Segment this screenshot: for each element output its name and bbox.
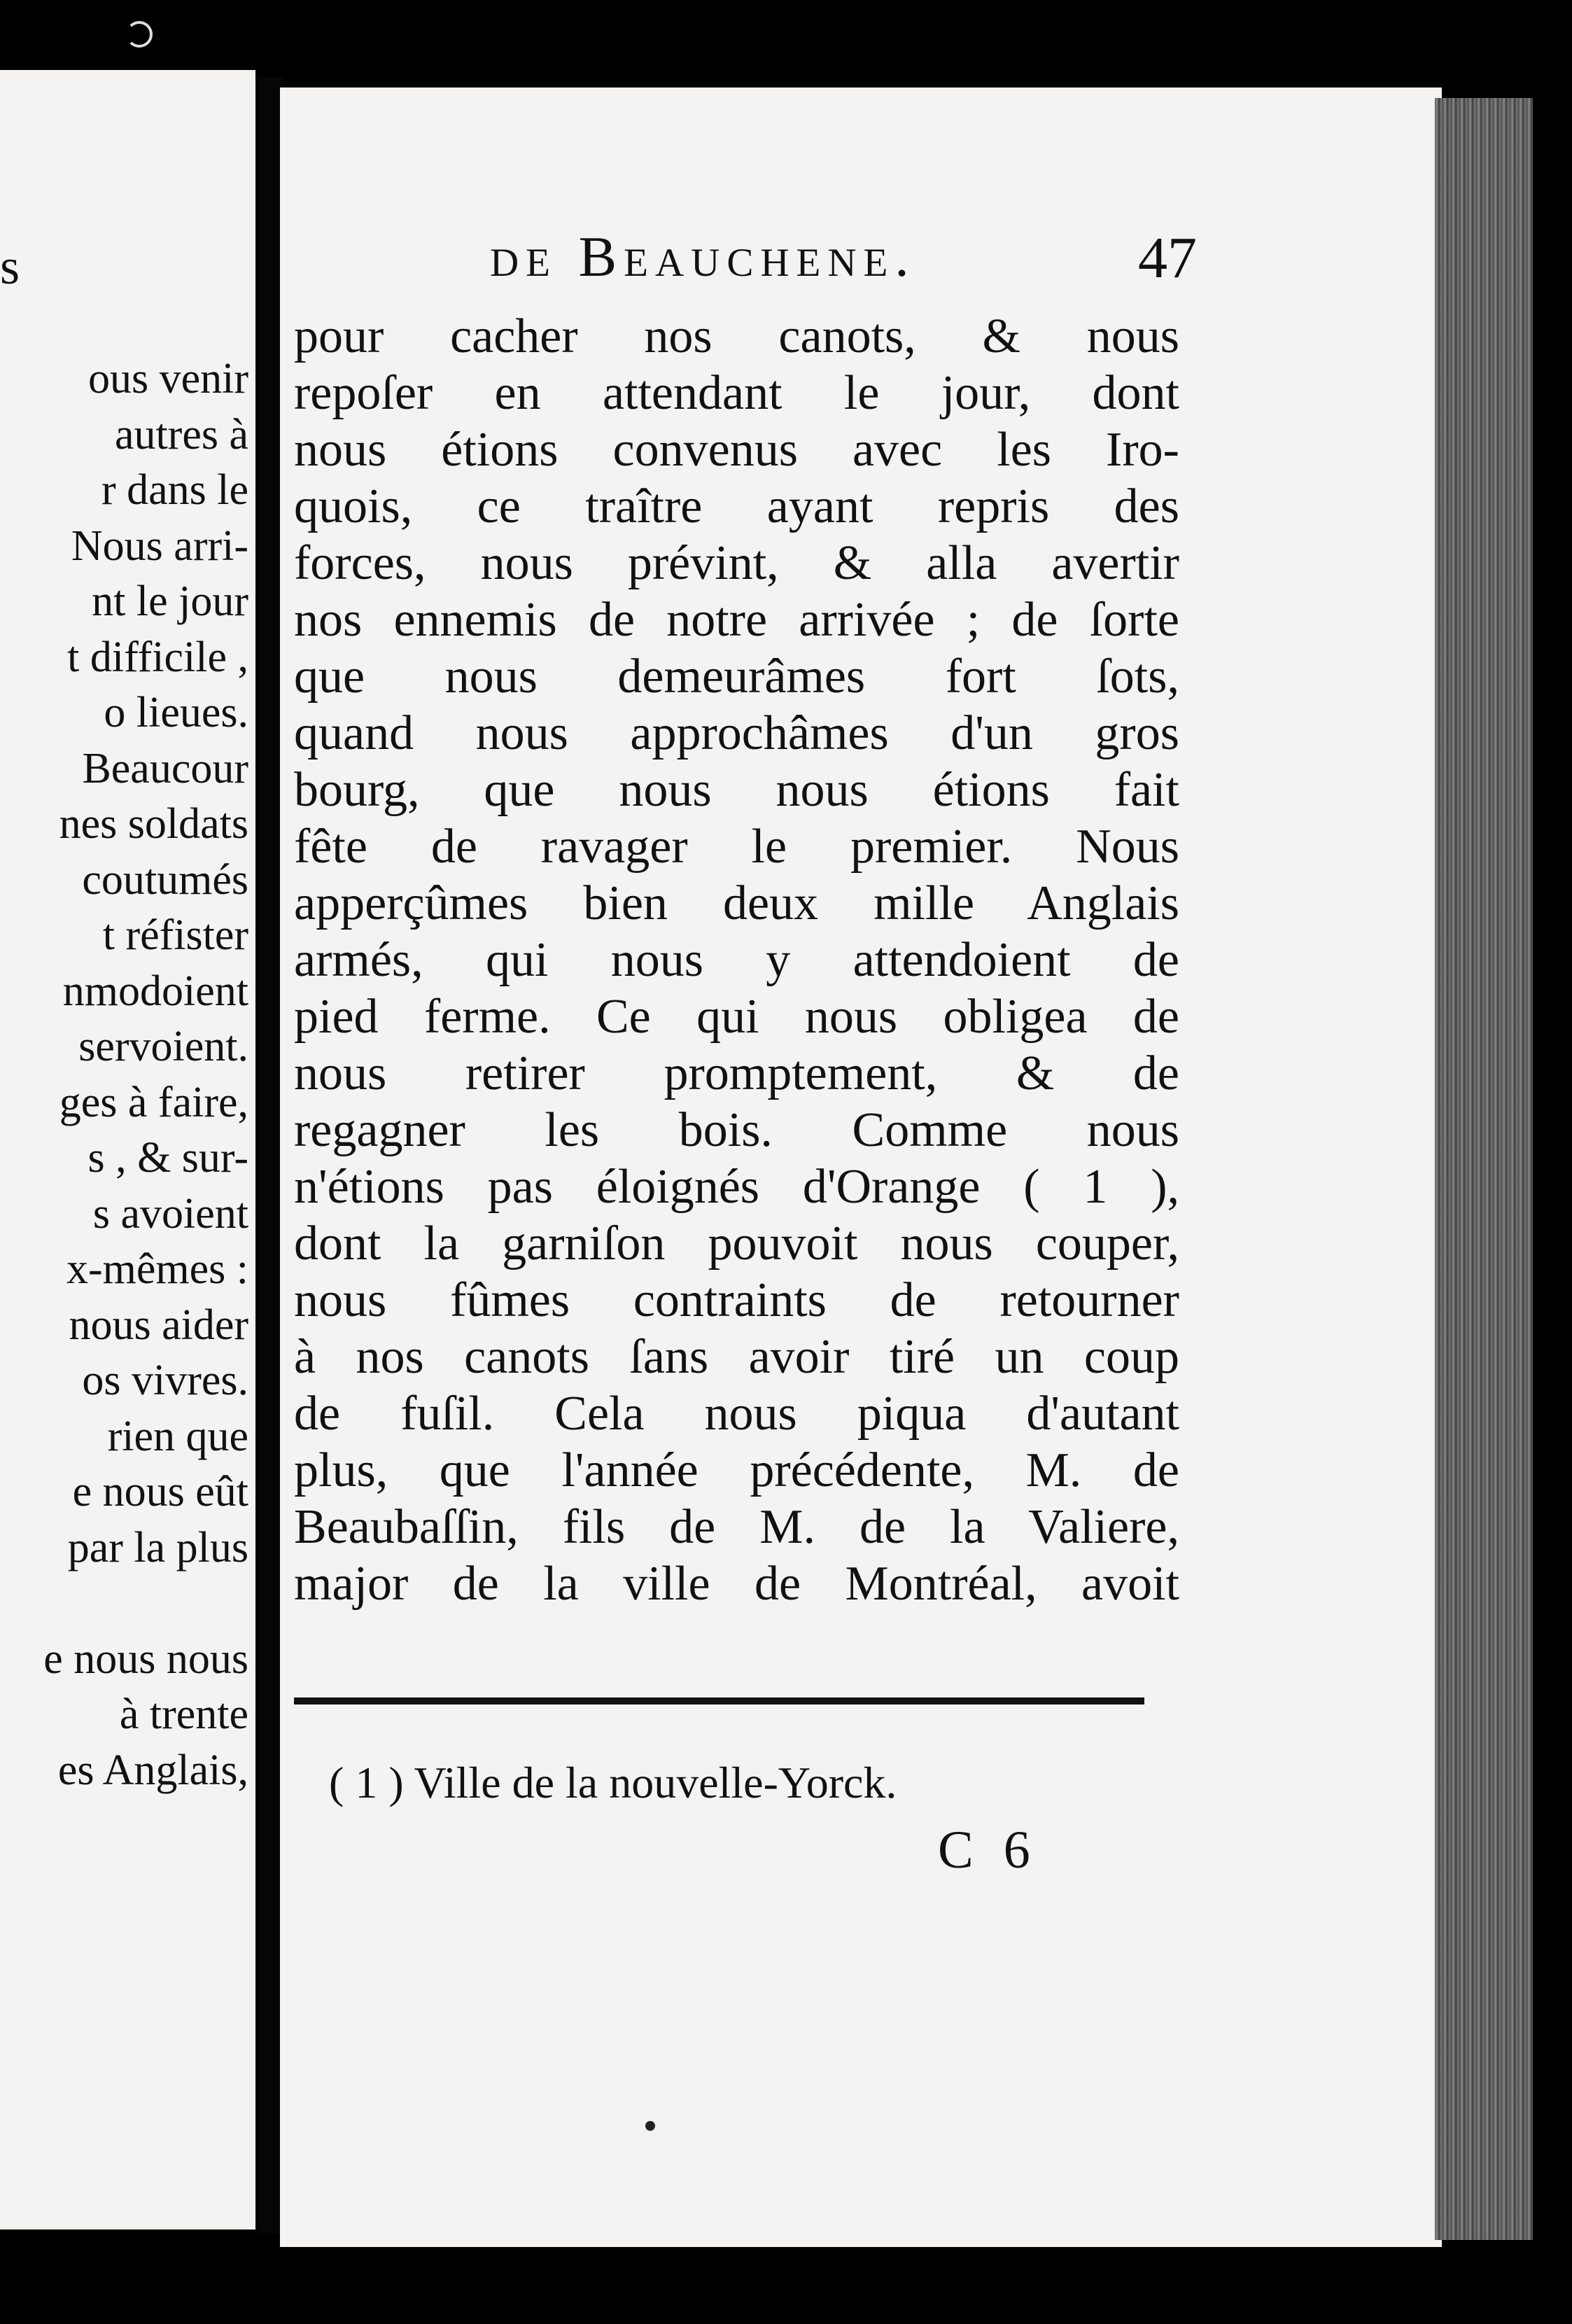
left-page-line: par la plus [67,1523,248,1572]
page-fore-edge [1435,98,1533,2240]
left-page-line: nes soldats [59,800,248,848]
signature-mark: C 6 [938,1821,1039,1879]
left-page-line: e nous eût [72,1468,248,1516]
body-text [294,308,1179,1612]
body-line: pour cacher nos canots, & nous [294,309,1179,363]
left-page-line: à trente [119,1690,248,1738]
body-line: fête de ravager le premier. Nous [294,820,1179,874]
running-head: de Beauchene. [490,225,916,288]
left-page-line: r dans le [101,466,248,514]
footnote: ( 1 ) Ville de la nouvelle-Yorck. [329,1758,897,1807]
left-page-line: ous venir [87,355,248,402]
book-gutter [255,77,283,2233]
left-page-line: ges à faire, [59,1078,248,1126]
left-page-header-fragment: s [0,239,22,295]
page-dot [645,2121,655,2131]
body-line: quand nous approchâmes d'un gros [294,706,1179,760]
body-line: que nous demeurâmes fort ſots, [294,650,1179,704]
body-line: apperçûmes bien deux mille Anglais [294,876,1179,930]
body-line: nous fûmes contraints de retourner [294,1273,1179,1327]
body-line: n'étions pas éloignés d'Orange ( 1 ), [294,1160,1179,1214]
body-line: repoſer en attendant le jour, dont [294,366,1179,420]
body-line: de fuſil. Cela nous piqua d'autant [294,1387,1179,1441]
body-line: major de la ville de Montréal, avoit [294,1557,1179,1611]
left-page-line: o lieues. [104,689,248,736]
body-line: nous retirer promptement, & de [294,1046,1179,1100]
body-line: bourg, que nous nous étions fait [294,763,1179,817]
left-page-line: t réfister [102,911,248,959]
body-line: plus, que l'année précédente, M. de [294,1443,1179,1497]
left-page-line: nmodoient [62,967,248,1015]
left-page-line: e nous nous [43,1634,248,1683]
body-line: Beaubaſſin, fils de M. de la Valiere, [294,1500,1179,1554]
page-number: 47 [1138,225,1197,290]
left-page-line: rien que [107,1412,248,1460]
left-page-line: coutumés [82,855,248,904]
body-line: pied ferme. Ce qui nous obligea de [294,990,1179,1044]
body-line: forces, nous prévint, & alla avertir [294,536,1179,590]
body-line: regagner les bois. Comme nous [294,1103,1179,1157]
left-page-line: nous aider [69,1301,248,1349]
body-line: à nos canots ſans avoir tiré un coup [294,1330,1179,1384]
left-page-line: x-mêmes : [66,1245,248,1293]
left-page-line: es Anglais, [57,1746,248,1794]
body-line: nos ennemis de notre arrivée ; de ſorte [294,593,1179,647]
left-facing-page [0,70,255,2230]
left-page-line: t difficile , [67,633,248,681]
left-page-line: s avoient [92,1189,248,1238]
left-page-line: nt le jour [92,578,248,625]
left-page-line: Beaucour [82,744,248,792]
left-page-line: s , & sur- [87,1134,248,1182]
corner-mark [126,21,153,48]
footnote-rule [294,1698,1144,1704]
body-line: armés, qui nous y attendoient de [294,933,1179,987]
left-page-line: autres à [114,410,248,458]
body-line: nous étions convenus avec les Iro- [294,423,1179,477]
body-line: dont la garniſon pouvoit nous couper, [294,1217,1179,1270]
left-page-line: Nous arri- [71,522,248,570]
left-page-line: os vivres. [82,1357,248,1404]
body-line: quois, ce traître ayant repris des [294,479,1179,533]
page-header [490,217,1197,294]
left-page-line: servoient. [78,1023,248,1070]
